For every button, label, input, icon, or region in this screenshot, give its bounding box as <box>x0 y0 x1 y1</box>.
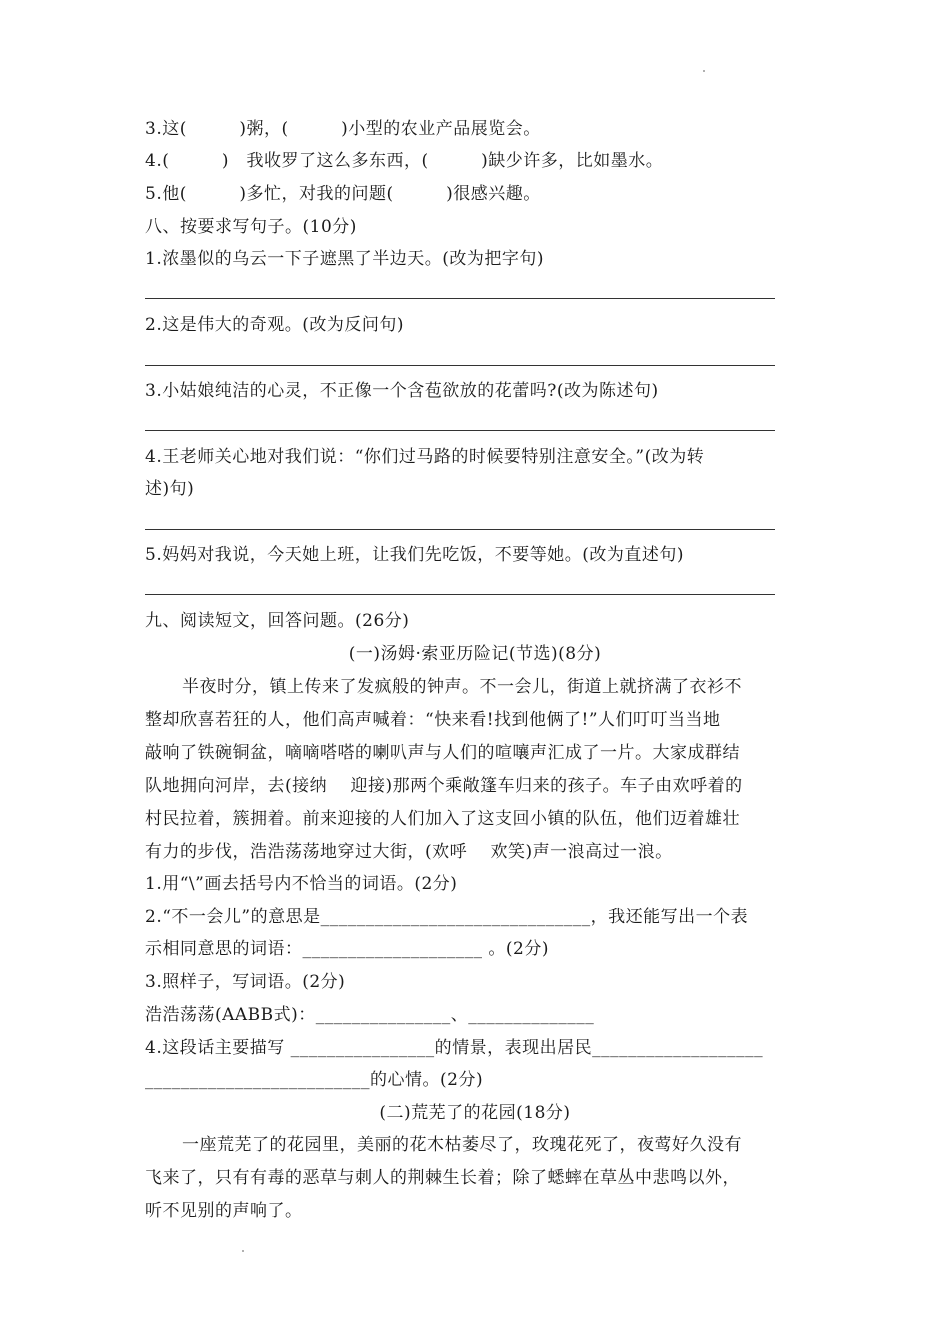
answer-line-1[interactable] <box>145 298 775 299</box>
fill-blank-3: 3.这( )粥，( )小型的农业产品展览会。 <box>145 119 541 139</box>
answer-line-2[interactable] <box>145 365 775 366</box>
scan-dot-top <box>703 70 705 72</box>
passage1-line: 有力的步伐，浩浩荡荡地穿过大街，(欢呼 欢笑)声一浪高过一浪。 <box>145 842 673 862</box>
passage1-question: 4.这段话主要描写 ________________的情景，表现出居民___________________ <box>145 1038 764 1058</box>
section9-heading: 九、阅读短文，回答问题。(26分) <box>145 611 410 631</box>
rewrite-question-4-line2: 述)句) <box>145 479 195 499</box>
passage2-line: 一座荒芜了的花园里，美丽的花木枯萎尽了，玫瑰花死了，夜莺好久没有 <box>182 1135 742 1155</box>
passage1-line: 敲响了铁碗铜盆，嘀嘀嗒嗒的喇叭声与人们的喧嚷声汇成了一片。大家成群结 <box>145 743 740 763</box>
passage2-title: (二)荒芜了的花园(18分) <box>379 1103 571 1123</box>
passage1-line: 整却欣喜若狂的人，他们高声喊着：“快来看!找到他俩了!”人们叮叮当当地 <box>145 710 721 730</box>
answer-line-3[interactable] <box>145 430 775 431</box>
fill-blank-5: 5.他( )多忙，对我的问题( )很感兴趣。 <box>145 184 541 204</box>
answer-line-5[interactable] <box>145 594 775 595</box>
passage1-line: 队地拥向河岸，去(接纳 迎接)那两个乘敞篷车归来的孩子。车子由欢呼着的 <box>145 776 743 796</box>
rewrite-question-2: 2.这是伟大的奇观。(改为反问句) <box>145 315 404 335</box>
passage1-line: 村民拉着，簇拥着。前来迎接的人们加入了这支回小镇的队伍，他们迈着雄壮 <box>145 809 740 829</box>
scan-dot-bottom <box>242 1250 244 1252</box>
rewrite-question-1: 1.浓墨似的乌云一下子遮黑了半边天。(改为把字句) <box>145 249 544 269</box>
passage1-question: 示相同意思的词语：____________________ 。(2分) <box>145 939 549 959</box>
rewrite-question-3: 3.小姑娘纯洁的心灵，不正像一个含苞欲放的花蕾吗?(改为陈述句) <box>145 381 659 401</box>
passage1-title: (一)汤姆·索亚历险记(节选)(8分) <box>348 644 602 664</box>
answer-line-4[interactable] <box>145 529 775 530</box>
section8-heading: 八、按要求写句子。(10分) <box>145 217 357 237</box>
passage1-line: 半夜时分，镇上传来了发疯般的钟声。不一会儿，街道上就挤满了衣衫不 <box>182 677 742 697</box>
passage1-question: 2.“不一会儿”的意思是______________________________，我还能写出一个表 <box>145 907 749 927</box>
rewrite-question-5: 5.妈妈对我说，今天她上班，让我们先吃饭，不要等她。(改为直述句) <box>145 545 684 565</box>
passage2-line: 飞来了，只有有毒的恶草与刺人的荆棘生长着；除了蟋蟀在草丛中悲鸣以外， <box>145 1168 740 1188</box>
passage2-line: 听不见别的声响了。 <box>145 1201 303 1221</box>
fill-blank-4: 4.( ) 我收罗了这么多东西，( )缺少许多，比如墨水。 <box>145 151 664 171</box>
passage1-question: 3.照样子，写词语。(2分) <box>145 972 346 992</box>
passage1-question: _________________________的心情。(2分) <box>145 1070 484 1090</box>
passage1-question: 浩浩荡荡(AABB式)：_______________、______________ <box>145 1005 595 1025</box>
rewrite-question-4-line1: 4.王老师关心地对我们说：“你们过马路的时候要特别注意安全。”(改为转 <box>145 447 705 467</box>
passage1-question: 1.用“\”画去括号内不恰当的词语。(2分) <box>145 874 458 894</box>
